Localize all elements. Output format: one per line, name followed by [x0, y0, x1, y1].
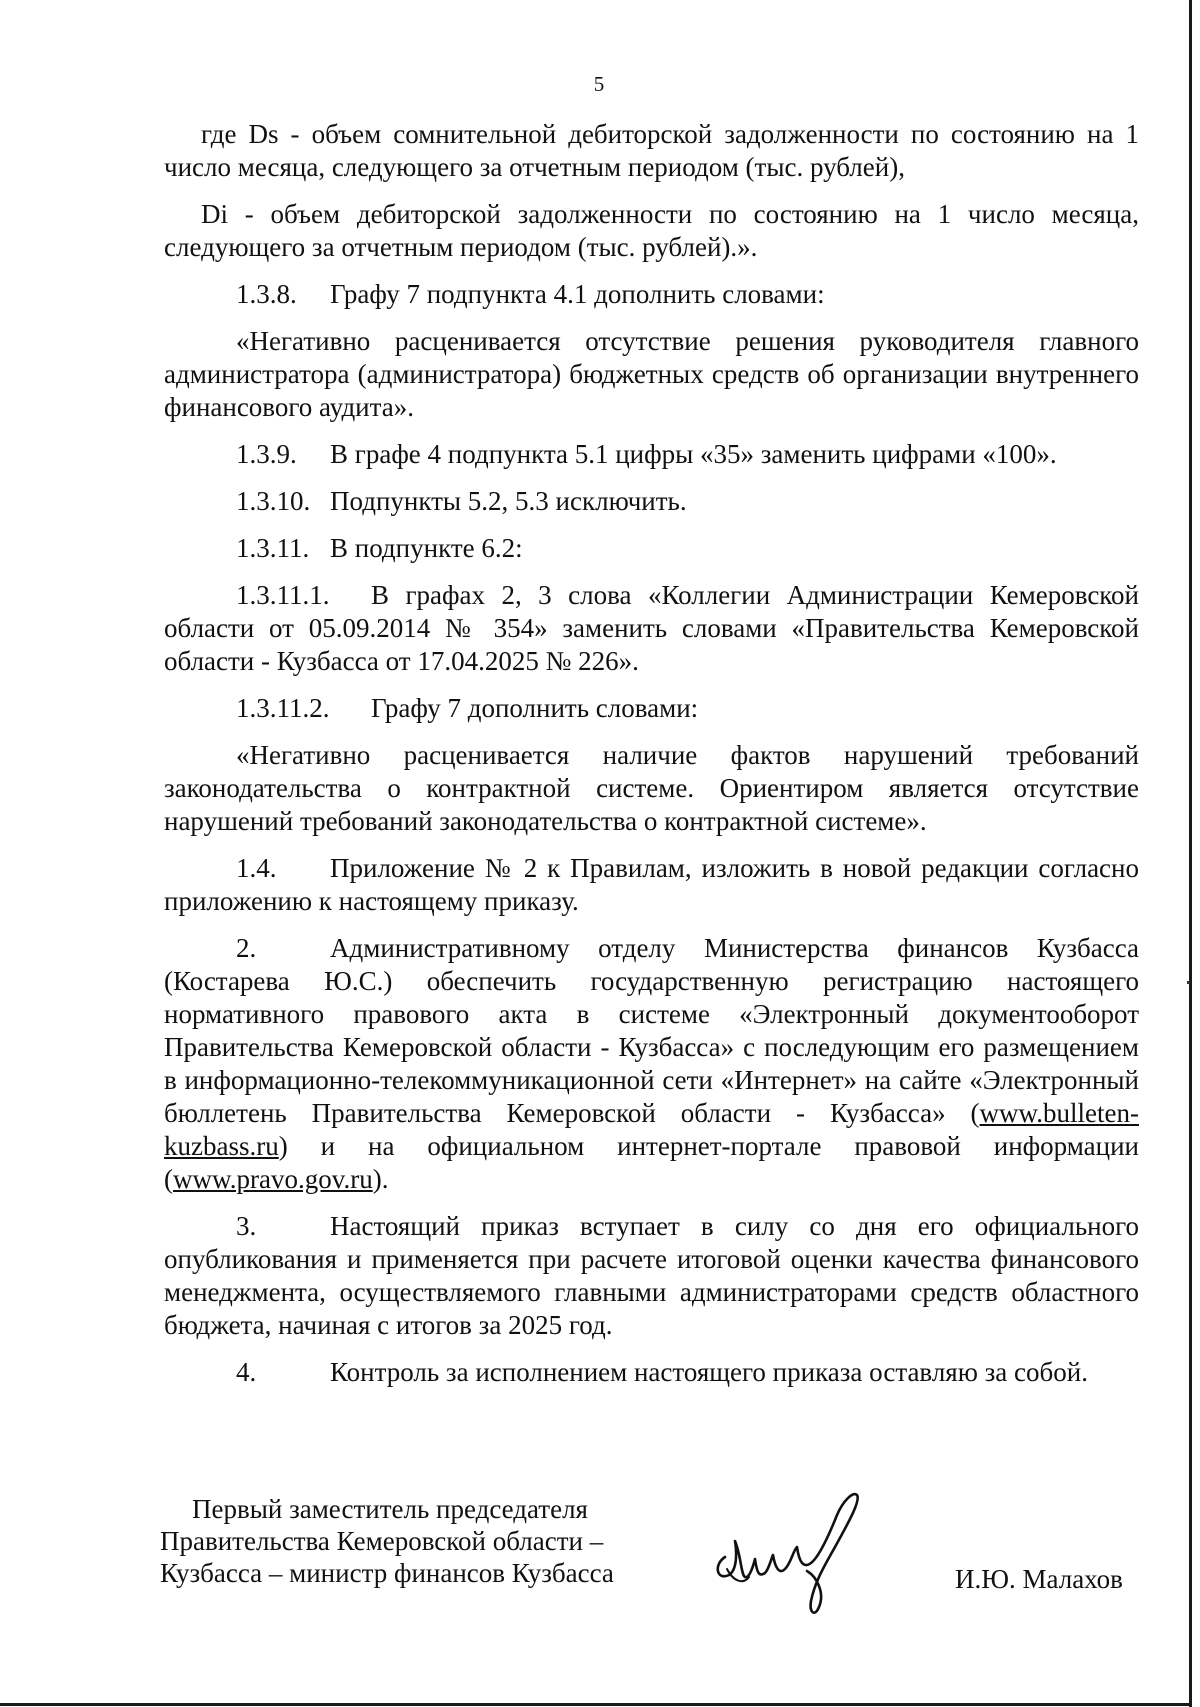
signatory-title [160, 1493, 614, 1589]
paragraph-2 [164, 932, 1139, 1196]
item-number: 3. [236, 1211, 257, 1241]
item-text: Настоящий приказ вступает в силу со дня его официального опубликования и применяется при расчете итоговой оценки качества финансового менеджмента, осуществляемого главными администраторами средств областного бюджета, начиная с итогов за 2025 год. [164, 1211, 1139, 1340]
item-text: Административному отделу Министерства финансов Кузбасса (Костарева Ю.С.) обеспечить государственную регистрацию настоящего нормативного правового акта в системе «Электронный документооборот Правительства Кемеровской области - Кузбасса» с последующим его размещением в информационно-телекоммуникационной сети «Интернет» на сайте «Электронный бюллетень Правительства Кемеровской области - Кузбасса» ( [164, 933, 1139, 1128]
item-text: В графе 4 подпункта 5.1 цифры «35» заменить цифрами «100». [330, 439, 1057, 469]
item-text: В подпункте 6.2: [330, 533, 523, 563]
paragraph-di-definition: Di - объем дебиторской задолженности по состоянию на 1 число месяца, следующего за отчетным периодом (тыс. рублей).». [164, 199, 1139, 262]
item-text: Контроль за исполнением настоящего приказа оставляю за собой. [330, 1357, 1088, 1387]
item-text: ) и на официальном интернет-портале правовой информации ( [164, 1131, 1139, 1194]
item-number: 1.4. [236, 853, 277, 883]
paragraph-1-3-11 [164, 532, 1139, 565]
page-border-right [1189, 0, 1192, 1707]
paragraph-1-4 [164, 852, 1139, 918]
paragraph-1-3-11-1 [164, 579, 1139, 678]
scan-speck [1187, 981, 1190, 984]
item-text: ). [372, 1164, 389, 1194]
item-number: 4. [236, 1357, 257, 1387]
item-text: В графах 2, 3 слова «Коллегии Администрации Кемеровской области от 05.09.2014 № 354» заменить словами «Правительства Кемеровской области - Кузбасса от 17.04.2025 № 226». [164, 580, 1139, 676]
paragraph-1-3-9 [164, 438, 1139, 471]
bulletin-link[interactable]: www.bulleten-kuzbass.ru [164, 1098, 1139, 1161]
item-number: 1.3.11.1. [236, 580, 330, 610]
item-number: 1.3.9. [236, 439, 297, 469]
paragraph-1-3-10 [164, 485, 1139, 518]
paragraph-1-3-8 [164, 278, 1139, 311]
page-border-bottom [0, 1703, 1192, 1706]
signatory-name: И.Ю. Малахов [955, 1564, 1123, 1594]
paragraph-1-3-11-2 [164, 692, 1139, 725]
signatory-title-line: Кузбасса – министр финансов Кузбасса [160, 1558, 614, 1588]
paragraph-3 [164, 1210, 1139, 1342]
item-number: 1.3.8. [236, 279, 297, 309]
item-text: Графу 7 подпункта 4.1 дополнить словами: [330, 279, 825, 309]
signatory-title-line: Правительства Кемеровской области – [160, 1526, 604, 1556]
page-number: 5 [593, 72, 605, 96]
paragraph-quote-audit: «Негативно расценивается отсутствие решения руководителя главного администратора (администратора) бюджетных средств об организации внутреннего финансового аудита». [164, 326, 1139, 422]
handwritten-signature-icon [707, 1485, 907, 1625]
paragraph-quote-contract: «Негативно расценивается наличие фактов нарушений требований законодательства о контрактной системе. Ориентиром является отсутствие нарушений требований законодательства о контрактной системе». [164, 740, 1139, 836]
item-text: Графу 7 дополнить словами: [371, 693, 699, 723]
paragraph-ds-definition: где Ds - объем сомнительной дебиторской задолженности по состоянию на 1 число месяца, следующего за отчетным периодом (тыс. рублей), [164, 119, 1139, 182]
item-number: 2. [236, 933, 257, 963]
item-number: 1.3.11.2. [236, 693, 330, 723]
signatory-title-line: Первый заместитель председателя [192, 1494, 588, 1524]
paragraph-4 [164, 1356, 1139, 1389]
item-number: 1.3.10. [236, 486, 311, 516]
pravo-link[interactable]: www.pravo.gov.ru [173, 1164, 373, 1194]
item-text: Приложение № 2 к Правилам, изложить в новой редакции согласно приложению к настоящему приказу. [164, 853, 1139, 916]
document-body [164, 118, 1139, 1403]
item-text: Подпункты 5.2, 5.3 исключить. [330, 486, 687, 516]
item-number: 1.3.11. [236, 533, 310, 563]
